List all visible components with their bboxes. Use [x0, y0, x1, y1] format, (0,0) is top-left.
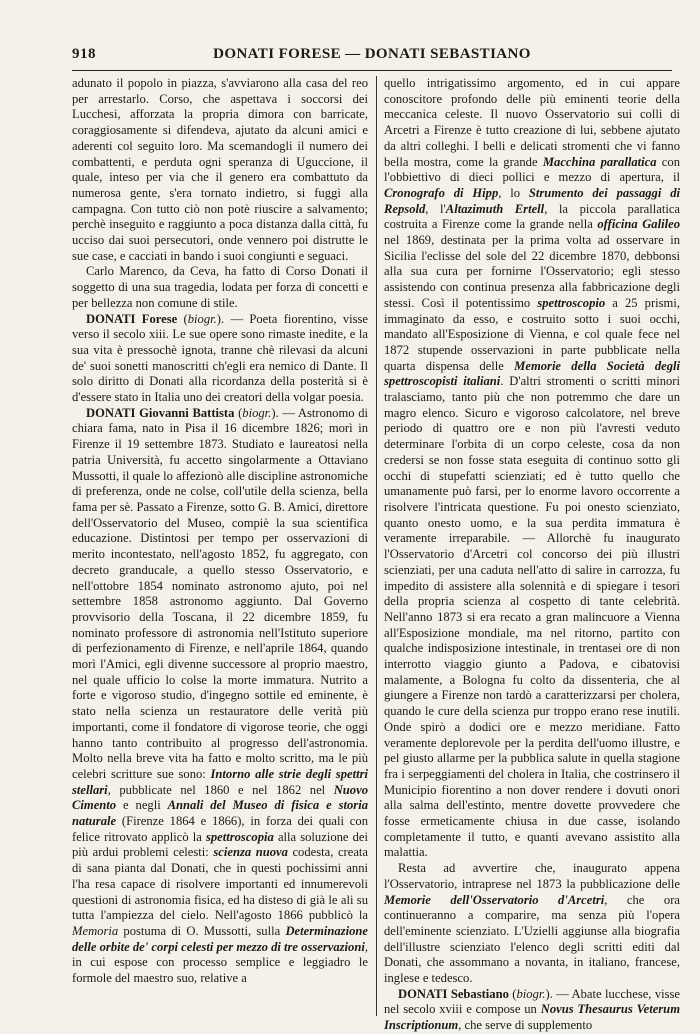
italic-text: biogr. [187, 311, 217, 326]
header-rule [72, 70, 672, 71]
text-run: , lo [498, 185, 529, 200]
text-run: ( [177, 311, 188, 326]
work-title: Altazimuth Ertell [445, 201, 545, 216]
work-title: Determinazione delle orbite de' corpi celesti per mezzo di tre osservazioni [72, 923, 368, 954]
work-title: Cronografo di Hipp [384, 185, 499, 200]
text-run: adunato il popolo in piazza, s'avviarono alla casa del reo per arrestarlo. Corso, che aspettava i soccorsi dei Lucchesi, afforzata la propria dimora con barricate, coraggiosamente si difendeva, ajutato da alcuni amici e aderenti col seguito loro. Ma scemandogli il numero dei combattenti, e perduta ogni speranza di Uguccione, il quale, inteso per via che il genero era combattuto da numerosa gente, s'era tornato indietro, si fuggì alla campagna. Con tutto ciò non potè riuscire a salvamento; perchè inseguito e raggiunto a poca distanza dalla città, fu ucciso dai suoi persecutori, onde vennero poi distrutte le sue case, e cacciati in bando i suoi congiunti e seguaci. [72, 76, 368, 263]
paragraph-p-sebastiano [384, 987, 680, 1034]
work-title: Memorie dell'Osservatorio d'Arcetri [384, 892, 605, 907]
right-column [384, 76, 680, 1034]
text-run: quello intrigatissimo argomento, ed in cui appare conoscitore profondo delle più eminenti teorie della meccanica celeste. Il nuovo Osservatorio sui colli di Arcetri a Firenze è tutto creazione di lui, sebbene ajutato da altri colleghi. I belli e delicati stromenti che vi fanno bella mostra, come la grande [384, 76, 680, 169]
text-run: postuma di O. Mussotti, sulla [118, 923, 286, 938]
page-header [72, 44, 672, 66]
text-run: a 25 prismi, immaginato da esso, e costruito sotto i suoi occhi, mandato all'Esposizione di Vienna, e col quale fece nel 1872 stupende osservazioni in parte pubblicate nella quarta dispensa delle [384, 295, 681, 373]
text-run: Resta ad avvertire che, inaugurato appena l'Osservatorio, intraprese nel 1873 la pubblicazione delle [384, 861, 680, 891]
text-run: alla soluzione dei più ardui problemi celesti: [72, 829, 369, 860]
entry-heading: DONATI Giovanni Battista [86, 405, 235, 420]
paragraph-p-resta [384, 861, 680, 987]
page-number: 918 [72, 46, 96, 62]
text-run: con l'obbiettivo di dieci pollici e mezzo di apertura, il [384, 154, 680, 185]
text-run: codesta, creata di sana pianta dal Donati, che in questi pochissimi anni l'ha resa capace di risolvere importanti ed innumerevoli questioni di astronomia fisica, ed ha disteso di già le ali su tutta l'ampiezza del cielo. Nell'agosto 1866 pubblicò la [72, 845, 368, 923]
left-column [72, 76, 368, 987]
text-run: ). — Astronomo di chiara fama, nato in Pisa il 16 dicembre 1826; morì in Firenze il 19 settembre 1873. Studiato e laureatosi nella patria Università, fu accetto singolarmente a Ottaviano Mussotti, il quale lo affezionò alle discipline astronomiche di preferenza, onde ne colse, coll'utile della scienza, bella fama per sè. Passato a Firenze, sotto G. B. Amici, direttore dell'Osservatorio del Museo, compiè la sua scientifica educazione. Distintosi per tempo per osservazioni di merito incontestato, nell'agosto 1852, fu aggregato, con decreto granducale, a quello stesso Osservatorio, e nell'ottobre 1854 nominato astronomo ajuto, poi nel settembre 1858 astronomo aggiunto. Dal Governo provvisorio della Toscana, il 22 dicembre 1859, fu nominato professore di astronomia nell'Istituto superiore di perfezionamento di Firenze, e nell'aprile 1864, quando morì l'Amici, egli divenne successore al proprio maestro, nel quale ufficio lo colse la morte immatura. Nutrito a forte e vigoroso studio, d'ingegno sottile ed eminente, è stato nella scienza un restauratore delle verità più importanti, come il fondatore di vigorose teorie, che oggi hanno tanto contribuito al progresso dell'astronomia. Molto nella breve vita ha fatto e molto scritto, ma le più celebri scritture sue sono: [72, 405, 368, 781]
text-run: e negli [116, 798, 168, 813]
work-title: Strumento dei passaggi di Repsold [384, 185, 680, 216]
text-run: , che serve di supplemento [458, 1018, 593, 1033]
italic-text: biogr. [516, 986, 546, 1001]
work-title: Novus Thesaurus Veterum Inscriptionum [384, 1002, 680, 1033]
work-title: Memorie della Società degli spettroscopisti italiani [384, 358, 680, 389]
work-title: Nuovo Cimento [72, 782, 368, 813]
text-run: , pubblicate nel 1860 e nel 1862 nel [107, 782, 334, 797]
entry-heading: DONATI Forese [86, 311, 178, 326]
italic-text: Memoria [72, 923, 119, 938]
text-run: ). — Abate lucchese, visse nel secolo xviii e compose un [384, 986, 681, 1017]
entry-heading: DONATI Sebastiano [398, 986, 509, 1001]
text-run: (Firenze 1864 e 1866), in forza dei quali con felice ritrovato applicò la [72, 814, 368, 844]
work-title: Macchina parallatica [542, 154, 657, 169]
text-run: , l' [425, 201, 446, 216]
text-run: ( [508, 986, 517, 1001]
text-run: , in cui espose con processo semplice e leggiadro le formole del maestro suo, relative a [72, 939, 368, 986]
work-title: Intorno alle strie degli spettri stellari [72, 766, 368, 797]
text-run: . D'altri stromenti o scritti minori tralasciamo, tanto più che non potremmo che dare un magro elenco. Sicuro e vigoroso calcolatore, nel breve periodo di quattro ore e non più l'avresti veduto determinare l'orbita di un corpo celeste, cosa da non credersi se non fosse stata eseguita di continuo sotto gli occhi di stupefatti scienziati; ed è tutto quello che umanamente può farsi, per lo enorme lavoro occorrente a risolvere l'intricata questione. Fu poi onesto scienziato, quanto onesto uomo, e la sua perdita immatura è veramente irreparabile. — Allorchè fu inaugurato l'Osservatorio d'Arcetri col concorso dei più illustri scienziati, per una caduta nell'atto di salire in carrozza, fu impedito di assistere alla solennità e di spiegare i tesori della propria scienza al cospetto di tante celebrità. Nell'anno 1873 si era recato a gran malincuore a Vienna all'Esposizione mondiale, ma nel ritorno, partito con qualche indisposizione intestinale, in trentasei ore di non interrotto viaggio giunto a Padova, e cibatovisi malamente, a Bologna fu colto da dissenteria, che al giungere a Firenze non tardò a caratterizzarsi per cholera, quando le cure della scienza pur troppo erano rese inutili. Onde spirò a dodici ore e mezzo meridiane. Fatto veramente deplorevole per la perdita dell'uomo illustre, e pel giusto allarme per la pubblica salute in quella stagione fra i serpeggiamenti del cholera in Italia, che costrinsero il Municipio fiorentino a non dover rendere i dovuti onori alla salma dell'estinto, mentre dovette provvedere che fosse ermeticamente chiusa in due casse, isolando completamente il tutto, e quanti avevano assistito alla malattia. [384, 374, 680, 860]
text-run: nel 1869, destinata per la prima volta ad osservare in Sicilia l'eclisse del sole del 22 dicembre 1870, debbonsi alla sua cura per fornirne l'Osservatorio; egli stesso assistendo con continua presenza alla fabbricazione degli stessi. Così il potentissimo [384, 233, 680, 310]
text-run: ). — Poeta fiorentino, visse verso il secolo xiii. Le sue opere sono rimaste inedite, e la sua vita è pressochè ignota, tranne chè rilevasi da alcuni de' suoi sonetti manoscritti ch'egli era nemico di Dante. Il solo diritto di Donati alla ricordanza della posterità si è d'essere stato in Italia uno dei creatori della volgar poesia. [72, 311, 369, 405]
paragraph-p-giovanni-battista-cont [384, 76, 680, 861]
work-title: spettroscopia [205, 829, 274, 844]
work-title: officina Galileo [597, 217, 680, 232]
work-title: scienza nuova [213, 845, 288, 860]
work-title: Annali del Museo di fisica e storia naturale [72, 798, 369, 829]
text-run: , che ora continueranno a comparire, ma senza più l'opera dell'eminente scienziato. L'Uzielli aggiunse alla biografia dell'illustre scienziato l'elenco degli scritti editi dal Donati, che assommano a novanta, in italiano, francese, inglese e tedesco. [384, 892, 680, 986]
paragraph-p-giovanni-battista [72, 406, 368, 987]
paragraph-p-forese [72, 312, 368, 406]
column-divider [376, 76, 377, 1016]
text-run: Carlo Marenco, da Ceva, ha fatto di Corso Donati il soggetto di una sua tragedia, lodata per forza di concetti e per bellezza non comune di stile. [72, 264, 368, 310]
text-run: ( [234, 405, 243, 420]
work-title: spettroscopio [537, 295, 606, 310]
running-title: DONATI FORESE — DONATI SEBASTIANO [213, 46, 531, 62]
paragraph-p-marenco [72, 264, 368, 311]
text-run: , la piccola parallatica costruita a Firenze come la grande nella [384, 201, 680, 232]
paragraph-p-corso-end [72, 76, 368, 264]
italic-text: biogr. [242, 405, 272, 420]
